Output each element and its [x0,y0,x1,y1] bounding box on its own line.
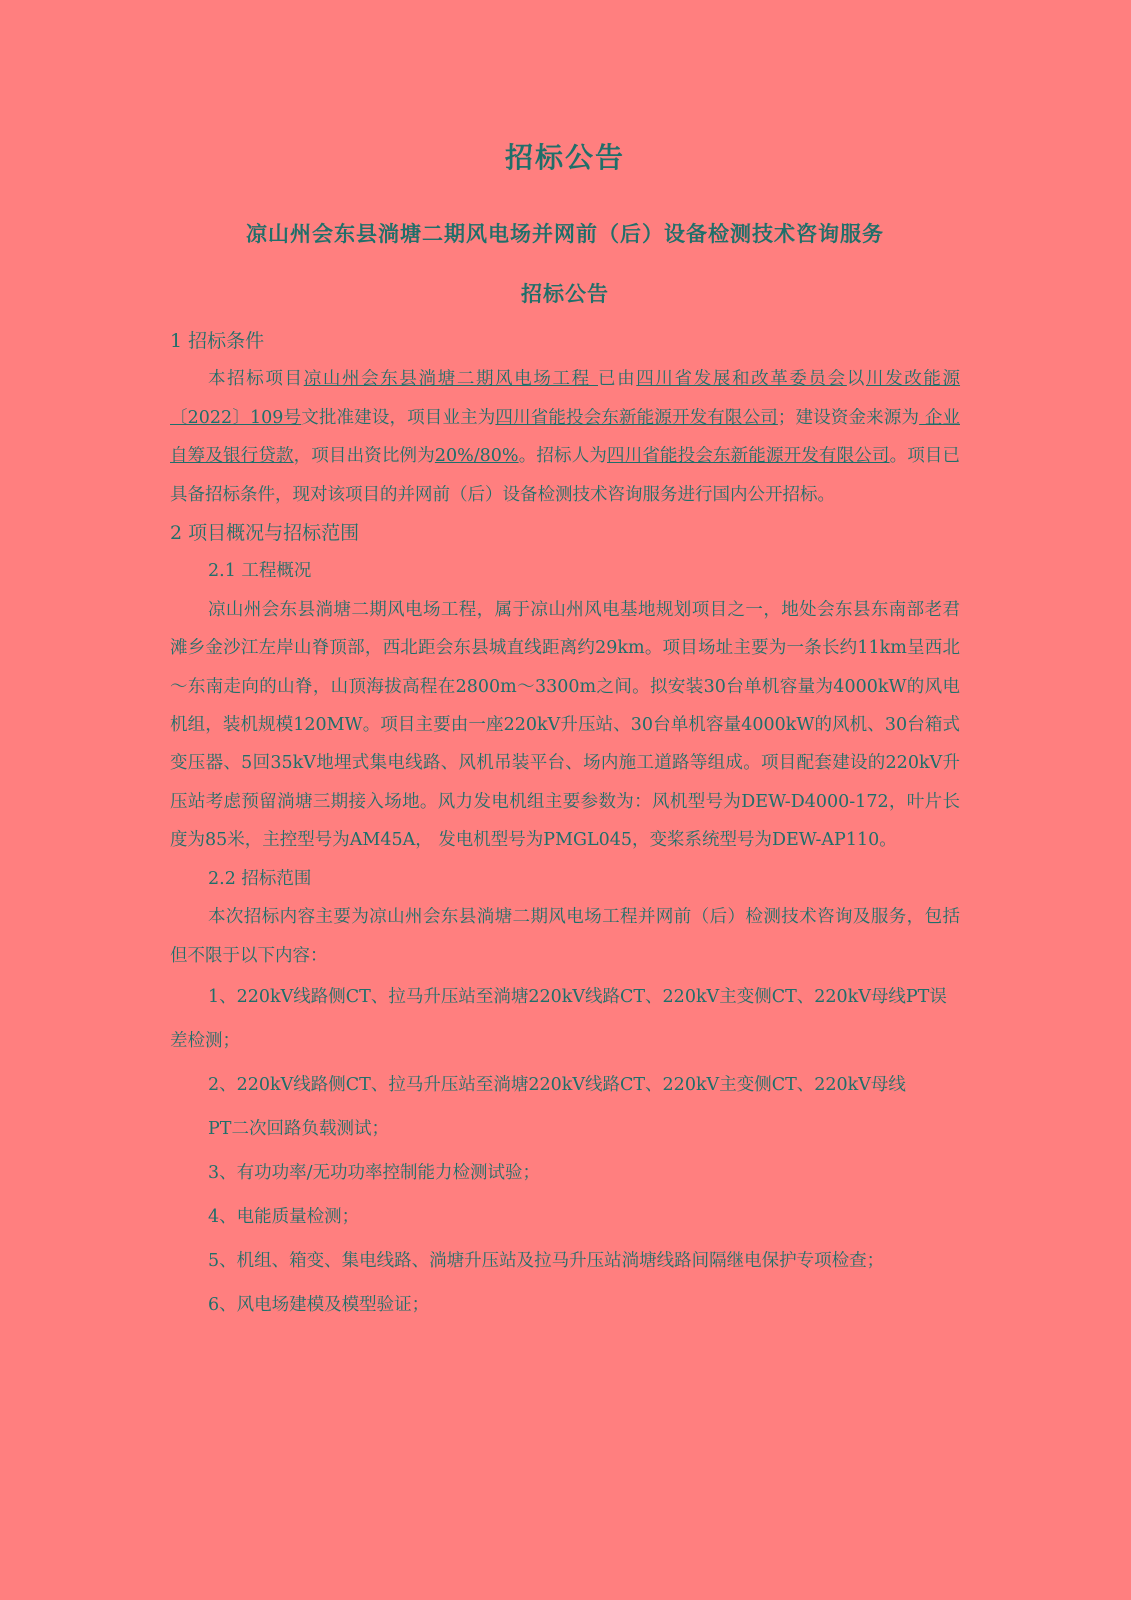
section-1-paragraph [170,360,960,514]
approval-docno-underlined: 川发改能源〔2022〕109号 [170,369,961,428]
announcement-subtitle: 招标公告 [521,281,609,306]
text-run: ；建设资金来源为 [777,407,920,428]
section-2-heading: 2 项目概况与招标范围 [170,522,360,545]
tenderer-underlined: 四川省能投会东新能源开发有限公司 [607,446,890,467]
list-item: 4、电能质量检测； [208,1206,360,1227]
list-item: 5、机组、箱变、集电线路、淌塘升压站及拉马升压站淌塘线路间隔继电保护专项检查； [208,1250,885,1271]
approver-underlined: 四川省发展和改革委员会 [636,369,847,390]
document-page [170,0,960,1600]
text-run: 。项目已具备招标条件，现对该项目的并网前（后）设备检测技术咨询服务进行国内公开招标。 [170,446,961,505]
project-name-underlined: 凉山州会东县淌塘二期风电场工程 [303,369,598,390]
document-body [170,322,960,1327]
section-2-2-heading: 2.2 招标范围 [208,868,312,889]
text-run: 文批准建设，项目业主为 [301,407,496,428]
list-item: 1、220kV线路侧CT、拉马升压站至淌塘220kV线路CT、220kV主变侧CT、220kV母线PT误差检测； [170,986,947,1051]
section-2-1-paragraph: 凉山州会东县淌塘二期风电场工程，属于凉山州风电基地规划项目之一，地处会东县东南部老君滩乡金沙江左岸山脊顶部，西北距会东县城直线距离约29km。项目场址主要为一条长约11km呈西北～东南走向的山脊，山顶海拔高程在2800m～3300m之间。拟安装30台单机容量为4000kW的风电机组，装机规模120MW。项目主要由一座220kV升压站、30台单机容量4000kW的风机、30台箱式变压器、5回35kV地埋式集电线路、风机吊装平台、场内施工道路等组成。项目配套建设的220kV升压站考虑预留淌塘三期接入场地。风力发电机组主要参数为：风机型号为DEW-D4000-172，叶片长度为85米，主控型号为AM45A， 发电机型号为PMGL045，变桨系统型号为DEW-AP110。 [170,599,960,851]
scope-list [170,975,960,1327]
section-1-heading: 1 招标条件 [170,330,265,352]
text-run: 本招标项目 [208,369,304,390]
funds-underlined: 企业自筹及银行贷款 [170,407,960,467]
text-run: 。招标人为 [518,446,608,467]
text-run: ，项目出资比例为 [293,446,435,467]
list-item: 3、有功功率/无功功率控制能力检测试验； [208,1162,541,1183]
document-title: 招标公告 [504,141,625,174]
section-2-1-heading: 2.1 工程概况 [208,561,312,582]
owner-underlined: 四川省能投会东新能源开发有限公司 [495,407,778,428]
section-2-2-paragraph: 本次招标内容主要为凉山州会东县淌塘二期风电场工程并网前（后）检测技术咨询及服务，包括但不限于以下内容： [170,907,960,966]
list-item: 2、220kV线路侧CT、拉马升压站至淌塘220kV线路CT、220kV主变侧CT、220kV母线 [208,1074,906,1095]
text-run: 以 [846,369,866,390]
list-item: 6、风电场建模及模型验证； [208,1294,430,1315]
list-item-continuation: PT二次回路负载测试； [208,1118,389,1139]
ratio-underlined: 20%/80% [434,446,519,467]
project-title: 凉山州会东县淌塘二期风电场并网前（后）设备检测技术咨询服务 [246,221,884,246]
text-run: 已由 [598,369,637,390]
